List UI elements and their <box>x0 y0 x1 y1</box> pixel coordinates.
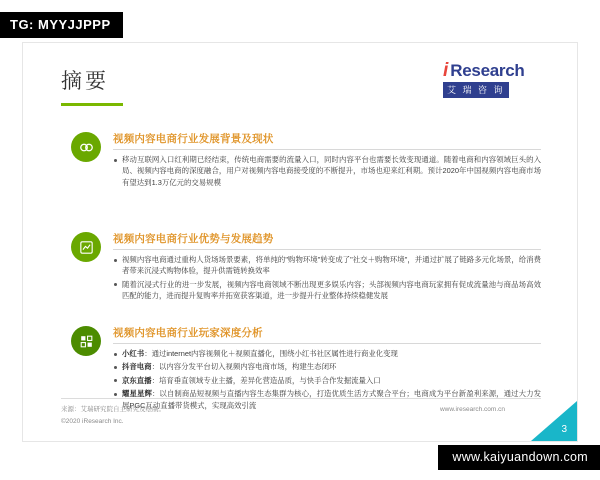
block-heading: 视频内容电商行业发展背景及现状 <box>113 133 274 145</box>
summary-block <box>71 131 541 190</box>
block-bullet-list <box>113 154 541 188</box>
top-watermark-tag: TG: MYYJJPPP <box>0 12 123 38</box>
footer-divider <box>61 398 541 399</box>
summary-block <box>71 325 541 413</box>
block-divider <box>113 343 541 344</box>
list-item: 移动互联网入口红利期已经结束，传统电商需要的流量入口，同时内容平台也需要长效变现通道。随着电商和内容领域巨头的入局、视频内容电商的深度融合，用户对视频内容电商接受度的不断提升，市场也迎来红利期。预计2020年中国视频内容电商市场有望达到1.3万亿元的交易规模 <box>113 154 541 188</box>
logo-mark-icon: i <box>443 60 449 81</box>
footer-website: www.iresearch.com.cn <box>439 406 505 413</box>
page-title: 摘要 <box>61 70 109 93</box>
slide <box>22 42 578 442</box>
iresearch-logo <box>443 61 551 98</box>
corner-accent-shape <box>531 401 577 441</box>
block-divider <box>113 249 541 250</box>
block-heading: 视频内容电商行业优势与发展趋势 <box>113 233 274 245</box>
footer-copyright: ©2020 iResearch Inc. <box>61 418 124 425</box>
bottom-watermark-url: www.kaiyuandown.com <box>438 445 600 470</box>
logo-chinese-label: 艾 瑞 咨 询 <box>443 82 509 98</box>
list-item: 小红书：通过internet内容视频化＋视频直播化，围绕小红书社区属性进行商业化变现 <box>113 348 541 359</box>
logo-wordmark: Research <box>450 61 525 80</box>
list-item: 抖音电商：以内容分发平台切入视频内容电商市场，构建生态闭环 <box>113 361 541 372</box>
chart-circle-icon <box>71 232 101 262</box>
list-item: 随着沉浸式行业的进一步发展，视频内容电商领域不断出现更多娱乐内容；头部视频内容电商玩家拥有促成流量池与商品场高效匹配的能力，进而提升复购率并拓宽获客渠道，进一步提升行业整体持续稳健发展 <box>113 279 541 302</box>
block-bullet-list <box>113 254 541 302</box>
block-divider <box>113 149 541 150</box>
page-number: 3 <box>561 424 567 435</box>
grid-circle-icon <box>71 326 101 356</box>
footer-source-note: 来源：艾瑞研究院自主研究及绘制。 <box>61 406 165 413</box>
block-heading: 视频内容电商行业玩家深度分析 <box>113 327 263 339</box>
list-item: 耀星星辉：以自制商品短视频与直播内容生态集群为核心，打造优质生活方式聚合平台；电商成为平台新盈利来源，通过大力发展PGC互动直播带货模式，实现高效引流 <box>113 388 541 411</box>
block-bullet-list <box>113 348 541 411</box>
title-underline-rule <box>61 103 123 106</box>
list-item: 京东直播：培育垂直领域专业主播，差异化营造品质，与快手合作发掘流量入口 <box>113 375 541 386</box>
list-item: 视频内容电商通过重构人货场场景要素，将单纯的"购物环境"转变成了"社交＋购物环境"，并通过扩展了链路多元化场景，给消费者带来沉浸式购物体验，提升供需链转换效率 <box>113 254 541 277</box>
summary-block <box>71 231 541 304</box>
infinity-circle-icon <box>71 132 101 162</box>
